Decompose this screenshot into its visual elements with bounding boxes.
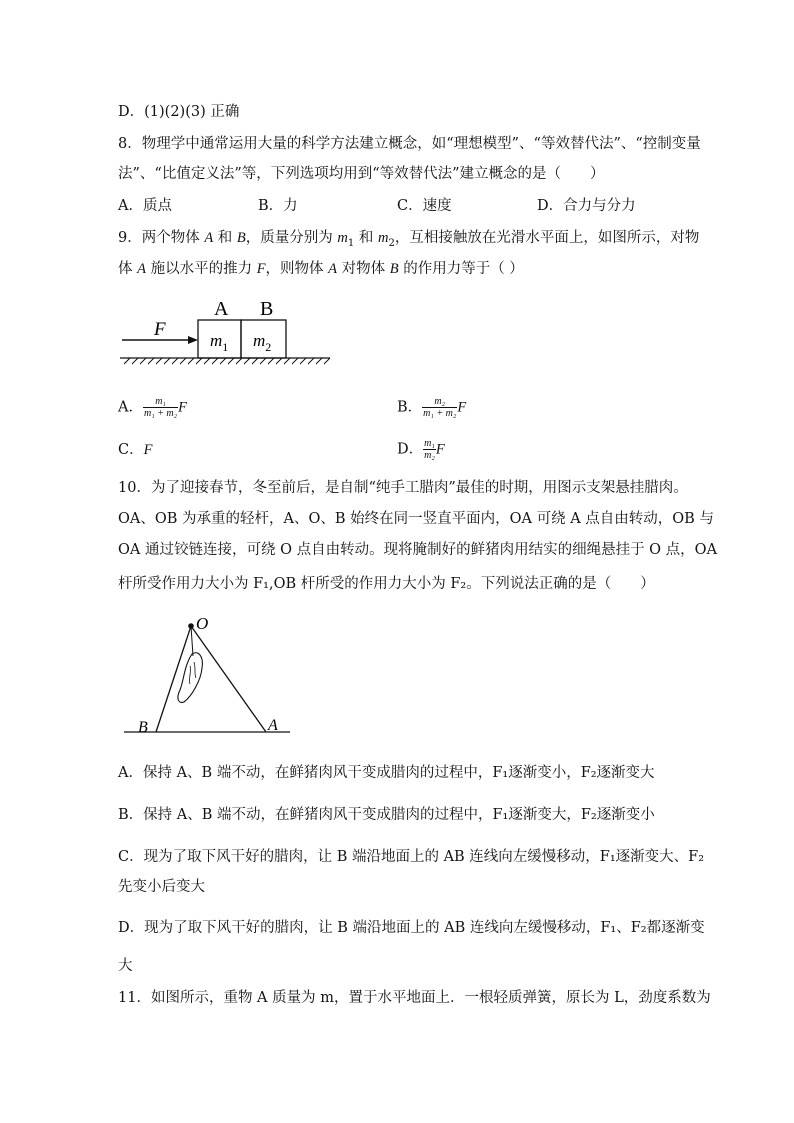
q9-text: ，互相接触放在光滑水平面上，如图所示，对物: [394, 230, 700, 246]
q9-text: ，质量分别为: [245, 230, 338, 246]
q9-var-a: A: [328, 261, 338, 277]
q9-option-c-label: C．: [118, 442, 144, 458]
q8-option-c: C．速度: [397, 198, 452, 214]
q9-option-d: [397, 438, 445, 461]
q9-option-a-label: A．: [118, 399, 143, 416]
q9-option-d-label: D．: [397, 441, 424, 458]
q9-var-f: F: [256, 261, 266, 277]
q10-stem-line3: OA 通过铰链连接，可绕 O 点自由转动。现将腌制好的鲜猪肉用结实的细绳悬挂于 O 点，OA: [118, 542, 718, 558]
q9-fig-label-a: A: [214, 298, 229, 320]
q9-var-a: A: [137, 261, 146, 277]
q9-ground-hatching: [124, 358, 330, 364]
q8-stem-line1: 8．物理学中通常运用大量的科学方法建立概念，如“理想模型”、“等效替代法”、“控制变量: [118, 136, 701, 152]
q9-text: 和: [354, 230, 378, 246]
q9-text: 对物体: [337, 261, 390, 277]
q9-option-d-fraction: $\frac{\text{m₁}}{\text{m₂}}$: [424, 438, 435, 461]
q9-option-c-f: F: [143, 442, 153, 458]
q9-fig-m2: $m_2$: [253, 331, 272, 354]
q10-bracket-figure: [118, 612, 298, 738]
q9-option-a-fraction: $\frac{\text{m₁}}{\text{m₁ + m₂}}$: [143, 396, 178, 419]
q10-label-a: A: [268, 717, 278, 734]
q9-arrowhead: [188, 336, 198, 344]
q9-var-b: B: [389, 261, 399, 277]
q9-var-m2: m: [377, 230, 389, 246]
q10-hanging-string: [191, 626, 193, 656]
q9-option-a: [118, 396, 187, 419]
q9-option-b-fraction: $\frac{\text{m₂}}{\text{m₁ + m₂}}$: [423, 396, 457, 419]
q9-text: 体: [118, 261, 138, 277]
q9-option-a-f: F: [178, 399, 187, 416]
q9-text: 和: [213, 230, 237, 246]
q9-sub-2: 2: [388, 237, 395, 249]
q9-block-figure: [118, 292, 333, 374]
q10-option-d-line2: 大: [118, 958, 133, 974]
q8-option-a: A．质点: [118, 198, 172, 214]
q9-var-a: A: [204, 230, 214, 246]
q9-text: 9．两个物体: [118, 230, 205, 246]
q10-stem-line2: OA、OB 为承重的轻杆，A、O、B 始终在同一竖直平面内，OA 可绕 A 点自由转动，OB 与: [118, 511, 714, 527]
q9-option-d-f: F: [435, 441, 445, 458]
q9-fig-m1: $m_1$: [210, 331, 229, 354]
q11-stem-line1: 11．如图所示，重物 A 质量为 m，置于水平地面上．一根轻质弹簧，原长为 L，劲度系数为: [118, 990, 711, 1006]
q10-option-d-line1: D．现为了取下风干好的腊肉，让 B 端沿地面上的 AB 连线向左缓慢移动，F₁、F₂都逐渐变: [118, 920, 705, 936]
q9-option-c: [118, 440, 152, 460]
q10-option-a: A．保持 A、B 端不动，在鲜猪肉风干变成腊肉的过程中，F₁逐渐变小，F₂逐渐变大: [118, 765, 655, 781]
q10-label-b: B: [138, 719, 148, 736]
q10-option-b: B．保持 A、B 端不动，在鲜猪肉风干变成腊肉的过程中，F₁逐渐变大，F₂逐渐变小: [118, 807, 655, 823]
q9-stem-line2: [118, 259, 524, 279]
q9-text: ，则物体: [265, 261, 329, 277]
q9-option-b-f: F: [457, 399, 467, 416]
q9-sub-1: 1: [347, 237, 355, 249]
q8-option-d: D．合力与分力: [537, 198, 636, 214]
q10-option-c-line2: 先变小后变大: [118, 879, 205, 895]
q7-option-d: D．(1)(2)(3) 正确: [118, 104, 240, 120]
q10-rod-ob: [156, 626, 191, 732]
q10-option-c-line1: C．现为了取下风干好的腊肉，让 B 端沿地面上的 AB 连线向左缓慢移动，F₁逐渐变大、F₂: [118, 849, 705, 865]
q9-fig-label-b: B: [260, 298, 274, 320]
q9-var-b: B: [236, 230, 246, 246]
q10-meat-icon: [178, 653, 202, 703]
q9-option-b: [397, 396, 466, 419]
q8-option-b: B．力: [258, 198, 298, 214]
q10-label-o: O: [196, 614, 209, 633]
q10-rod-oa: [191, 626, 266, 732]
q9-fig-label-f: F: [154, 319, 166, 340]
q9-option-b-label: B．: [397, 399, 423, 416]
q8-stem-line2: 法”、“比值定义法”等，下列选项均用到“等效替代法”建立概念的是（ ）: [118, 166, 605, 182]
q10-stem-line4: 杆所受作用力大小为 F₁,OB 杆所受的作用力大小为 F₂。下列说法正确的是（ ）: [118, 576, 655, 592]
q10-stem-line1: 10．为了迎接春节，冬至前后，是自制“纯手工腊肉”最佳的时期，用图示支架悬挂腊肉。: [118, 480, 688, 496]
q9-text: 施以水平的推力: [145, 261, 257, 277]
q9-stem-line1: [118, 228, 699, 254]
q9-text: 的作用力等于（ ）: [398, 261, 524, 277]
q10-meat-texture: [189, 662, 196, 684]
q9-var-m1: m: [337, 230, 348, 246]
